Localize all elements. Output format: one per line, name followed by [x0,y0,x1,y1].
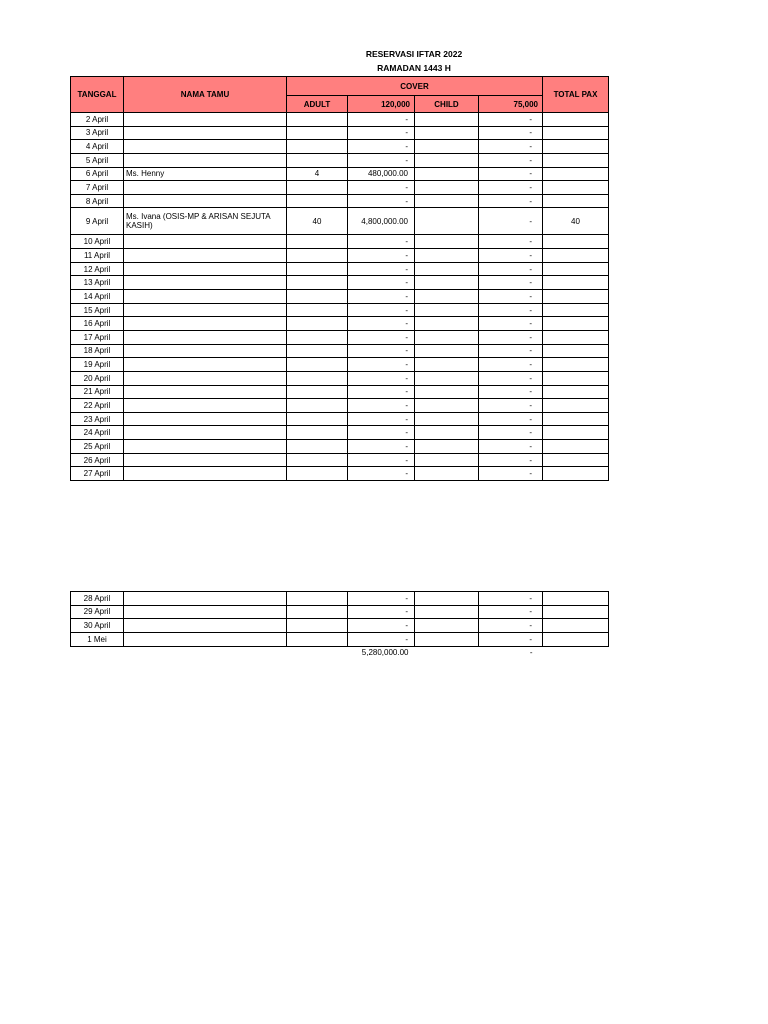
adult-amount-cell[interactable]: - [348,605,415,619]
child-amount-cell[interactable]: - [479,153,543,167]
child-count-cell[interactable] [415,126,479,140]
guest-name-cell[interactable] [124,344,287,358]
guest-name-cell[interactable] [124,371,287,385]
child-count-cell[interactable] [415,235,479,249]
guest-name-cell[interactable] [124,317,287,331]
total-pax-cell[interactable] [543,453,609,467]
table-row [71,317,609,331]
adult-amount-cell[interactable]: - [348,181,415,195]
total-pax-cell[interactable] [543,632,609,646]
total-pax-cell[interactable] [543,440,609,454]
table-row [71,330,609,344]
date-cell[interactable]: 18 April [71,344,124,358]
adult-count-cell[interactable] [287,303,348,317]
child-amount-cell[interactable]: - [479,605,543,619]
adult-count-cell[interactable] [287,262,348,276]
adult-amount-cell[interactable]: - [348,153,415,167]
table-row [71,632,609,646]
child-count-cell[interactable] [415,412,479,426]
date-cell[interactable]: 28 April [71,592,124,606]
guest-name-cell[interactable] [124,592,287,606]
adult-count-cell[interactable] [287,235,348,249]
header-nama-tamu: NAMA TAMU [124,77,287,113]
child-count-cell[interactable] [415,290,479,304]
total-pax-cell[interactable] [543,412,609,426]
table-row [71,605,609,619]
guest-name-cell[interactable]: Ms. Henny [124,167,287,181]
date-cell[interactable]: 11 April [71,249,124,263]
report-subtitle: RAMADAN 1443 H [377,63,451,73]
adult-amount-cell[interactable]: - [348,467,415,481]
table-row [71,140,609,154]
table-row [71,399,609,413]
child-count-cell[interactable] [415,208,479,235]
total-pax-cell[interactable] [543,126,609,140]
adult-count-cell[interactable] [287,467,348,481]
child-count-cell[interactable] [415,619,479,633]
adult-count-cell[interactable] [287,399,348,413]
date-cell[interactable]: 27 April [71,467,124,481]
child-count-cell[interactable] [415,453,479,467]
table-row [71,592,609,606]
adult-amount-cell[interactable]: - [348,194,415,208]
table-row [71,358,609,372]
child-amount-cell[interactable]: - [479,181,543,195]
adult-count-cell[interactable] [287,153,348,167]
table-row [71,167,609,181]
child-count-cell[interactable] [415,181,479,195]
adult-count-cell[interactable] [287,632,348,646]
adult-count-cell[interactable] [287,140,348,154]
adult-count-cell[interactable] [287,181,348,195]
child-amount-cell[interactable]: - [479,632,543,646]
guest-name-cell[interactable] [124,235,287,249]
adult-amount-cell[interactable]: - [348,330,415,344]
header-cover: COVER [287,77,543,96]
child-count-cell[interactable] [415,194,479,208]
reservation-rows-continued [71,592,609,647]
adult-amount-cell[interactable]: - [348,235,415,249]
guest-name-cell[interactable] [124,262,287,276]
adult-amount-cell[interactable]: - [348,262,415,276]
guest-name-cell[interactable] [124,249,287,263]
totals-row [71,646,609,659]
child-count-cell[interactable] [415,605,479,619]
adult-amount-cell[interactable]: - [348,358,415,372]
adult-count-cell[interactable] [287,385,348,399]
table-row [71,344,609,358]
child-amount-cell[interactable]: - [479,262,543,276]
guest-name-cell[interactable] [124,632,287,646]
table-row [71,113,609,127]
child-amount-cell[interactable]: - [479,330,543,344]
child-count-cell[interactable] [415,385,479,399]
child-count-cell[interactable] [415,467,479,481]
child-amount-cell[interactable]: - [479,208,543,235]
total-pax-cell[interactable] [543,399,609,413]
child-count-cell[interactable] [415,358,479,372]
table-row [71,181,609,195]
guest-name-cell[interactable] [124,194,287,208]
child-amount-cell[interactable]: - [479,385,543,399]
totals-row-group [71,646,609,659]
guest-name-cell[interactable] [124,290,287,304]
total-pax-cell[interactable] [543,303,609,317]
date-cell[interactable]: 26 April [71,453,124,467]
total-pax-cell[interactable] [543,276,609,290]
child-count-cell[interactable] [415,167,479,181]
child-count-cell[interactable] [415,276,479,290]
child-amount-cell[interactable]: - [479,126,543,140]
child-count-cell[interactable] [415,249,479,263]
child-count-cell[interactable] [415,632,479,646]
child-count-cell[interactable] [415,344,479,358]
header-child-price: 75,000 [479,96,543,113]
adult-amount-cell[interactable]: 480,000.00 [348,167,415,181]
adult-count-cell[interactable] [287,249,348,263]
date-cell[interactable]: 3 April [71,126,124,140]
total-pax-cell[interactable] [543,371,609,385]
adult-count-cell[interactable] [287,344,348,358]
child-amount-cell[interactable]: - [479,290,543,304]
child-amount-cell[interactable]: - [479,371,543,385]
child-count-cell[interactable] [415,330,479,344]
date-cell[interactable]: 13 April [71,276,124,290]
adult-count-cell[interactable] [287,412,348,426]
date-cell[interactable]: 16 April [71,317,124,331]
total-pax-cell[interactable] [543,344,609,358]
table-row [71,194,609,208]
child-amount-cell[interactable]: - [479,467,543,481]
child-count-cell[interactable] [415,440,479,454]
child-amount-cell[interactable]: - [479,453,543,467]
date-cell[interactable]: 29 April [71,605,124,619]
table-row [71,303,609,317]
child-count-cell[interactable] [415,399,479,413]
total-pax-cell[interactable] [543,385,609,399]
table-row [71,290,609,304]
total-pax-cell[interactable] [543,330,609,344]
table-row [71,235,609,249]
adult-amount-cell[interactable]: - [348,453,415,467]
adult-count-cell[interactable]: 40 [287,208,348,235]
table-row [71,426,609,440]
date-cell[interactable]: 5 April [71,153,124,167]
child-count-cell[interactable] [415,371,479,385]
child-count-cell[interactable] [415,113,479,127]
adult-count-cell[interactable] [287,371,348,385]
date-cell[interactable]: 21 April [71,385,124,399]
guest-name-cell[interactable] [124,140,287,154]
adult-amount-cell[interactable]: - [348,426,415,440]
adult-count-cell[interactable] [287,592,348,606]
child-count-cell[interactable] [415,262,479,276]
adult-count-cell[interactable] [287,426,348,440]
adult-amount-cell[interactable]: - [348,290,415,304]
child-amount-cell[interactable]: - [479,140,543,154]
reservation-rows [71,113,609,481]
total-pax-cell[interactable]: 40 [543,208,609,235]
date-cell[interactable]: 25 April [71,440,124,454]
child-amount-cell[interactable]: - [479,235,543,249]
guest-name-cell[interactable] [124,385,287,399]
adult-count-cell[interactable] [287,317,348,331]
child-amount-cell[interactable]: - [479,303,543,317]
child-amount-cell[interactable]: - [479,276,543,290]
child-amount-cell[interactable]: - [479,399,543,413]
adult-count-cell[interactable] [287,453,348,467]
date-cell[interactable]: 30 April [71,619,124,633]
total-pax-cell[interactable] [543,249,609,263]
child-amount-cell[interactable]: - [479,440,543,454]
reservation-table-continued [70,591,609,659]
header-child: CHILD [415,96,479,113]
child-amount-cell[interactable]: - [479,317,543,331]
guest-name-cell[interactable] [124,605,287,619]
table-row [71,412,609,426]
table-row [71,153,609,167]
table-row [71,208,609,235]
child-count-cell[interactable] [415,592,479,606]
date-cell[interactable]: 14 April [71,290,124,304]
table-row [71,453,609,467]
table-row [71,126,609,140]
report-title: RESERVASI IFTAR 2022 [365,49,463,59]
date-cell[interactable]: 9 April [71,208,124,235]
date-cell[interactable]: 10 April [71,235,124,249]
date-cell[interactable]: 4 April [71,140,124,154]
adult-amount-cell[interactable]: - [348,276,415,290]
guest-name-cell[interactable] [124,467,287,481]
total-pax-cell[interactable] [543,605,609,619]
child-count-cell[interactable] [415,153,479,167]
guest-name-cell[interactable] [124,426,287,440]
adult-amount-cell[interactable]: - [348,303,415,317]
guest-name-cell[interactable] [124,412,287,426]
adult-count-cell[interactable] [287,276,348,290]
date-cell[interactable]: 20 April [71,371,124,385]
guest-name-cell[interactable]: Ms. Ivana (OSIS-MP & ARISAN SEJUTA KASIH) [124,208,287,235]
total-pax-cell[interactable] [543,262,609,276]
child-amount-cell[interactable]: - [479,249,543,263]
total-pax-cell[interactable] [543,592,609,606]
total-pax-cell[interactable] [543,235,609,249]
adult-count-cell[interactable] [287,440,348,454]
child-count-cell[interactable] [415,303,479,317]
guest-name-cell[interactable] [124,358,287,372]
child-amount-cell[interactable]: - [479,358,543,372]
date-cell[interactable]: 24 April [71,426,124,440]
header-adult: ADULT [287,96,348,113]
guest-name-cell[interactable] [124,153,287,167]
adult-amount-cell[interactable]: - [348,126,415,140]
adult-amount-cell[interactable]: - [348,249,415,263]
table-row [71,249,609,263]
adult-amount-cell[interactable]: - [348,592,415,606]
total-child-amount: - [529,648,533,658]
total-pax-cell[interactable] [543,181,609,195]
table-row [71,262,609,276]
reservation-table [70,76,609,481]
guest-name-cell[interactable] [124,453,287,467]
total-pax-cell[interactable] [543,290,609,304]
table-row [71,385,609,399]
child-count-cell[interactable] [415,426,479,440]
adult-amount-cell[interactable]: 4,800,000.00 [348,208,415,235]
date-cell[interactable]: 2 April [71,113,124,127]
total-pax-cell[interactable] [543,113,609,127]
guest-name-cell[interactable] [124,330,287,344]
date-cell[interactable]: 7 April [71,181,124,195]
total-pax-cell[interactable] [543,140,609,154]
guest-name-cell[interactable] [124,399,287,413]
guest-name-cell[interactable] [124,440,287,454]
adult-count-cell[interactable] [287,358,348,372]
total-pax-cell[interactable] [543,619,609,633]
total-adult-amount: 5,280,000.00 [361,648,409,658]
date-cell[interactable]: 8 April [71,194,124,208]
guest-name-cell[interactable] [124,303,287,317]
table-row [71,467,609,481]
adult-amount-cell[interactable]: - [348,140,415,154]
table-row [71,276,609,290]
total-pax-cell[interactable] [543,426,609,440]
child-amount-cell[interactable]: - [479,194,543,208]
adult-amount-cell[interactable]: - [348,632,415,646]
adult-amount-cell[interactable]: - [348,371,415,385]
child-amount-cell[interactable]: - [479,344,543,358]
table-row [71,371,609,385]
total-pax-cell[interactable] [543,358,609,372]
guest-name-cell[interactable] [124,181,287,195]
adult-amount-cell[interactable]: - [348,399,415,413]
date-cell[interactable]: 6 April [71,167,124,181]
date-cell[interactable]: 23 April [71,412,124,426]
child-amount-cell[interactable]: - [479,592,543,606]
date-cell[interactable]: 1 Mei [71,632,124,646]
child-amount-cell[interactable]: - [479,619,543,633]
adult-amount-cell[interactable]: - [348,412,415,426]
total-pax-cell[interactable] [543,467,609,481]
adult-count-cell[interactable] [287,605,348,619]
adult-amount-cell[interactable]: - [348,344,415,358]
date-cell[interactable]: 17 April [71,330,124,344]
guest-name-cell[interactable] [124,126,287,140]
adult-count-cell[interactable] [287,619,348,633]
adult-count-cell[interactable] [287,290,348,304]
adult-amount-cell[interactable]: - [348,317,415,331]
total-pax-cell[interactable] [543,194,609,208]
child-amount-cell[interactable]: - [479,113,543,127]
date-cell[interactable]: 22 April [71,399,124,413]
table-row [71,440,609,454]
child-amount-cell[interactable]: - [479,167,543,181]
adult-count-cell[interactable] [287,126,348,140]
adult-count-cell[interactable] [287,113,348,127]
adult-amount-cell[interactable]: - [348,113,415,127]
adult-count-cell[interactable] [287,330,348,344]
child-amount-cell[interactable]: - [479,426,543,440]
child-count-cell[interactable] [415,317,479,331]
adult-amount-cell[interactable]: - [348,385,415,399]
header-total-pax: TOTAL PAX [543,77,609,113]
guest-name-cell[interactable] [124,113,287,127]
guest-name-cell[interactable] [124,619,287,633]
adult-count-cell[interactable]: 4 [287,167,348,181]
date-cell[interactable]: 12 April [71,262,124,276]
child-count-cell[interactable] [415,140,479,154]
adult-count-cell[interactable] [287,194,348,208]
header-tanggal: TANGGAL [71,77,124,113]
date-cell[interactable]: 19 April [71,358,124,372]
header-adult-price: 120,000 [348,96,415,113]
adult-amount-cell[interactable]: - [348,440,415,454]
total-pax-cell[interactable] [543,167,609,181]
total-pax-cell[interactable] [543,317,609,331]
adult-amount-cell[interactable]: - [348,619,415,633]
guest-name-cell[interactable] [124,276,287,290]
total-pax-cell[interactable] [543,153,609,167]
date-cell[interactable]: 15 April [71,303,124,317]
table-row [71,619,609,633]
child-amount-cell[interactable]: - [479,412,543,426]
